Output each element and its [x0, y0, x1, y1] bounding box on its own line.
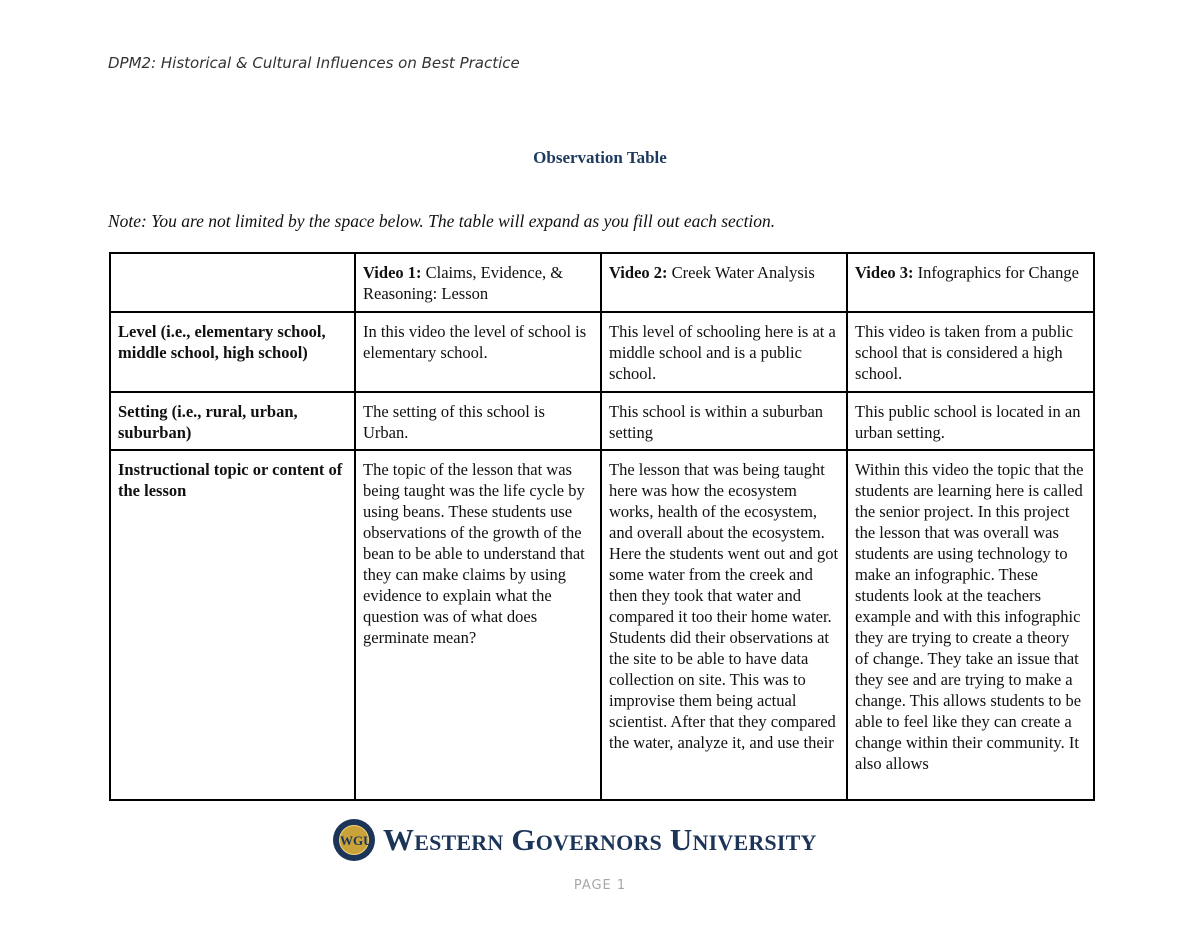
header-cell-empty	[110, 253, 355, 312]
cell-setting-video-2[interactable]: This school is within a suburban setting	[601, 392, 847, 450]
video-2-label: Video 2:	[609, 263, 668, 282]
cell-topic-video-3[interactable]: Within this video the topic that the students are learning here is called the senior project. In this project the lesson that was overall was students are using technology to make an infographic. These students look at the teachers example and with this infographic they are trying to create a theory of change. They take an issue that they see and are trying to make a change. This allows students to be able to feel like they can create a change within their community. It also allows	[847, 450, 1094, 800]
cell-topic-video-1[interactable]: The topic of the lesson that was being taught was the life cycle by using beans. These students use observations of the growth of the bean to be able to understand that they can make claims by using evidence to explain what the question was of what does germinate mean?	[355, 450, 601, 800]
cell-setting-video-3[interactable]: This public school is located in an urban setting.	[847, 392, 1094, 450]
cell-level-video-3[interactable]: This video is taken from a public school that is considered a high school.	[847, 312, 1094, 392]
table-row-level	[110, 312, 1094, 392]
wgu-wordmark: Western Governors University	[383, 822, 817, 857]
row-label-topic: Instructional topic or content of the lesson	[110, 450, 355, 800]
cell-setting-video-1[interactable]: The setting of this school is Urban.	[355, 392, 601, 450]
seal-monogram: WGU	[340, 833, 373, 848]
document-header: DPM2: Historical & Cultural Influences on Best Practice	[108, 54, 520, 72]
cell-level-video-1[interactable]: In this video the level of school is elementary school.	[355, 312, 601, 392]
row-label-level: Level (i.e., elementary school, middle school, high school)	[110, 312, 355, 392]
table-row-setting	[110, 392, 1094, 450]
page-number: PAGE 1	[573, 878, 627, 893]
cell-topic-video-2[interactable]: The lesson that was being taught here was how the ecosystem works, health of the ecosystem, and overall about the ecosystem. Here the students went out and got some water from the creek and then they took that water and compared it too their home water. Students did their observations at the site to be able to have data collection on site. This was to improvise them being actual scientist. After that they compared the water, analyze it, and use their	[601, 450, 847, 800]
video-3-label: Video 3:	[855, 263, 914, 282]
table-header-row	[110, 253, 1094, 312]
cell-level-video-2[interactable]: This level of schooling here is at a middle school and is a public school.	[601, 312, 847, 392]
video-2-title: Creek Water Analysis	[667, 263, 815, 282]
header-cell-video-2[interactable]	[601, 253, 847, 312]
video-3-title: Infographics for Change	[913, 263, 1079, 282]
video-1-title: Claims, Evidence, & Reasoning: Lesson	[363, 263, 564, 303]
observation-table	[109, 252, 1095, 801]
table-row-topic	[110, 450, 1094, 800]
table-note: Note: You are not limited by the space below. The table will expand as you fill out each section.	[108, 211, 776, 231]
wgu-seal-icon	[333, 819, 375, 861]
row-label-setting: Setting (i.e., rural, urban, suburban)	[110, 392, 355, 450]
header-cell-video-1[interactable]	[355, 253, 601, 312]
header-cell-video-3[interactable]	[847, 253, 1094, 312]
video-1-label: Video 1:	[363, 263, 422, 282]
page-title: Observation Table	[533, 148, 667, 167]
wgu-logo	[333, 818, 817, 862]
